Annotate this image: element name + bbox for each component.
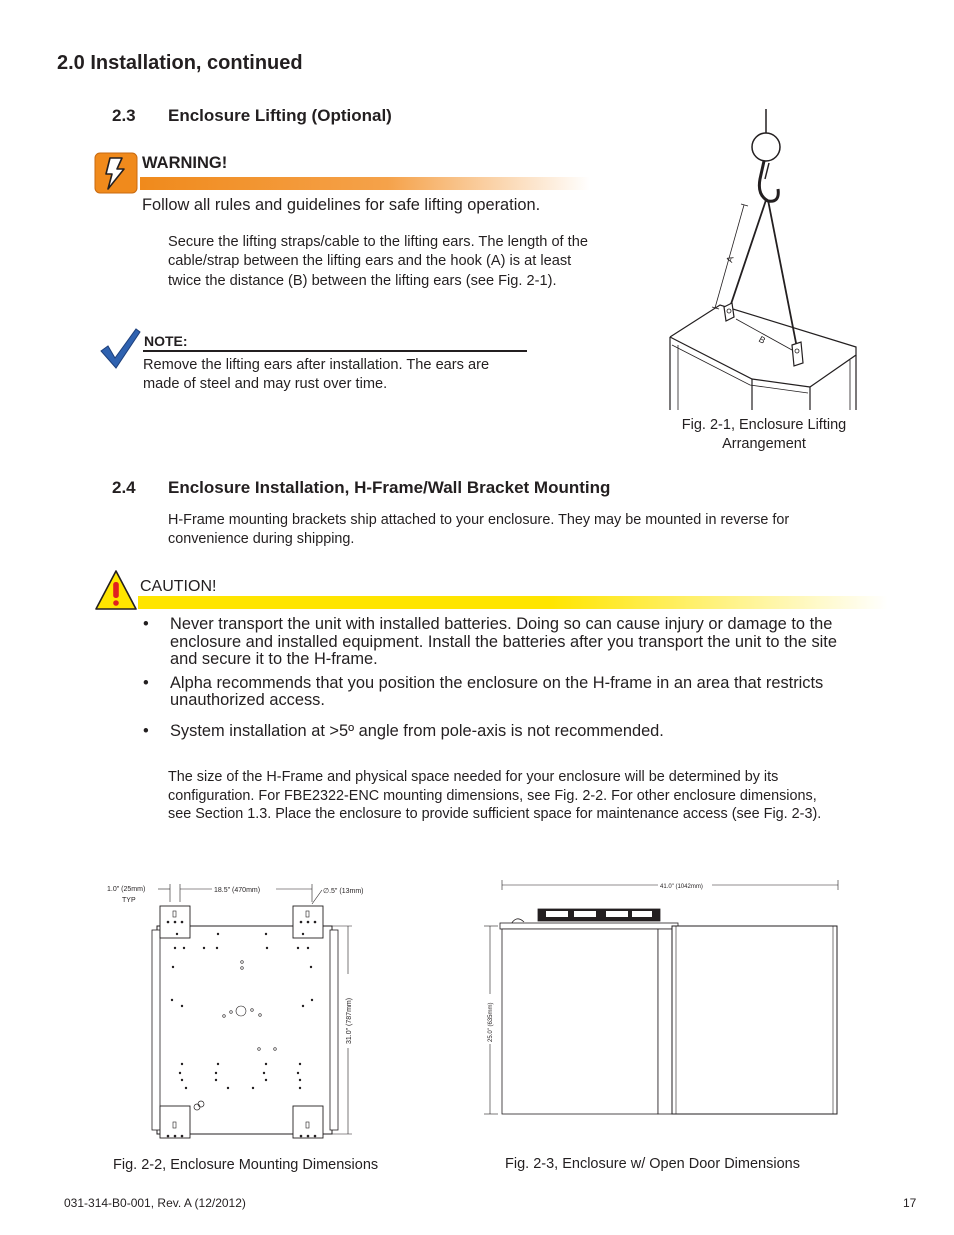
caption-line: Fig. 2-1, Enclosure Lifting [681, 417, 847, 433]
figure-2-3-caption: Fig. 2-3, Enclosure w/ Open Door Dimensions [505, 1156, 800, 1172]
bullet-dot: • [143, 615, 149, 633]
figure-2-1-lifting-diagram [660, 105, 860, 410]
lifting-paragraph [168, 233, 588, 291]
bullet-line: Alpha recommends that you position the enclosure on the H-frame in an area that restricts [170, 673, 824, 692]
dimension-b-label: B [757, 334, 768, 346]
warning-banner [140, 177, 590, 190]
intro-line: H-Frame mounting brackets ship attached to your enclosure. They may be mounted in reverse for [168, 512, 790, 528]
dim-ear-typ-label: TYP [122, 897, 136, 904]
dim-height-label: 31.0" (787mm) [346, 997, 353, 1044]
dimension-a-label: A [724, 255, 736, 264]
checkmark-icon [98, 325, 142, 371]
dim-width-label: 18.5" (470mm) [214, 887, 261, 894]
caution-bullet [143, 723, 903, 741]
figure-2-2-caption: Fig. 2-2, Enclosure Mounting Dimensions [113, 1157, 379, 1173]
paragraph-line: see Section 1.3. Place the enclosure to provide sufficient space for maintenance access (see Fig. 2-3). [168, 806, 822, 823]
bullet-dot: • [143, 673, 149, 692]
caution-bullet [143, 675, 903, 710]
caution-label: CAUTION! [140, 578, 217, 595]
bullet-line: System installation at >5º angle from pole-axis is not recommended. [170, 721, 664, 740]
caution-bullet [143, 616, 903, 669]
intro-line: convenience during shipping. [168, 530, 355, 547]
caution-bullet-list [143, 616, 903, 740]
note-line: made of steel and may rust over time. [143, 376, 388, 393]
dim-hole-label: ∅.5" (13mm) [323, 888, 364, 895]
note-text [143, 356, 489, 395]
section-2-4-title: Enclosure Installation, H-Frame/Wall Bracket Mounting [168, 478, 611, 497]
bullet-line: and secure it to the H-frame. [170, 650, 378, 668]
warning-shock-icon [94, 152, 138, 194]
footer-page-number: 17 [903, 1196, 917, 1210]
bullet-line: enclosure and installed equipment. Install the batteries after you transport the unit to the site [170, 632, 837, 651]
caption-line: Arrangement [722, 436, 806, 452]
dim-width-label: 41.0" (1042mm) [660, 884, 703, 890]
hframe-intro [168, 511, 789, 548]
bullet-dot: • [143, 721, 149, 740]
section-2-3-title: Enclosure Lifting (Optional) [168, 106, 392, 125]
figure-2-2-mounting-diagram [100, 878, 400, 1142]
caution-triangle-icon [94, 569, 138, 611]
figure-2-1-caption [660, 416, 868, 454]
dim-ear-label: 1.0" (25mm) [107, 886, 146, 893]
figure-2-3-open-door-diagram [480, 876, 845, 1124]
note-line: Remove the lifting ears after installation. The ears are [143, 357, 490, 373]
paragraph-line: configuration. For FBE2322-ENC mounting dimensions, see Fig. 2-2. For other enclosure dimensions, [168, 787, 817, 804]
note-rule [143, 350, 527, 352]
lifting-paragraph-line: twice the distance (B) between the lifting ears (see Fig. 2-1). [168, 272, 557, 289]
lifting-paragraph-line: Secure the lifting straps/cable to the lifting ears. The length of the [168, 234, 588, 250]
page-title: 2.0 Installation, continued [57, 52, 303, 74]
section-2-4-number: 2.4 [112, 478, 136, 497]
dim-height-label: 25.0" (635mm) [488, 1002, 494, 1042]
footer-document-number: 031-314-B0-001, Rev. A (12/2012) [64, 1196, 246, 1210]
hframe-size-paragraph [168, 768, 821, 824]
lifting-paragraph-line: cable/strap between the lifting ears and the hook (A) is at least [168, 253, 572, 270]
paragraph-line: The size of the H-Frame and physical space needed for your enclosure will be determined by its [168, 769, 779, 785]
warning-label: WARNING! [142, 154, 228, 172]
caution-banner [138, 596, 888, 609]
bullet-line: Never transport the unit with installed batteries. Doing so can cause injury or damage to the [170, 615, 833, 633]
bullet-line: unauthorized access. [170, 691, 325, 709]
note-label: NOTE: [144, 333, 188, 349]
warning-text: Follow all rules and guidelines for safe lifting operation. [142, 196, 541, 214]
section-2-3-number: 2.3 [112, 106, 136, 125]
